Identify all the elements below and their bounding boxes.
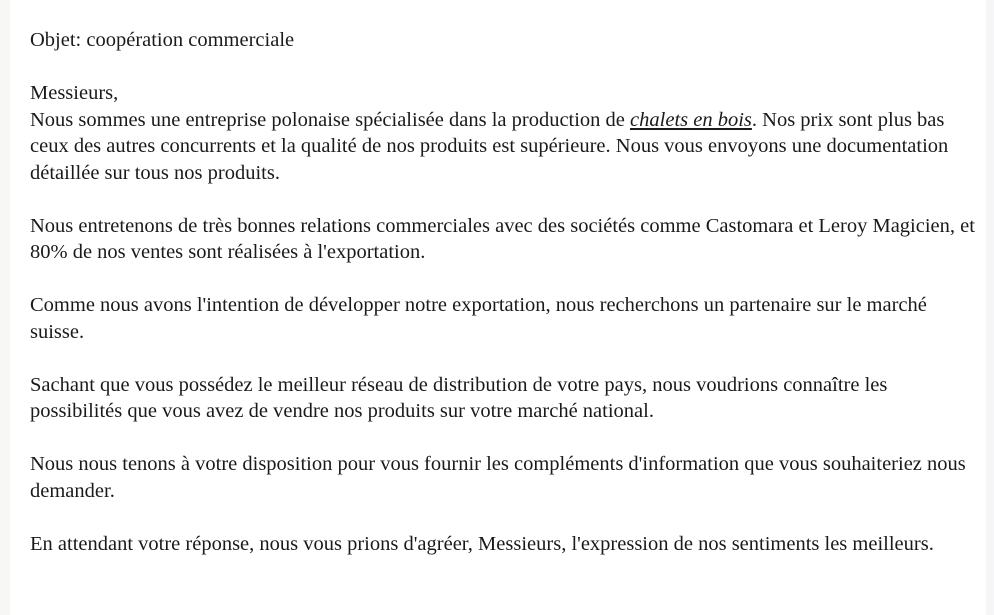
letter-body xyxy=(30,27,975,584)
intro-text-after: . Nos prix sont plus bas ceux des autres concurrents et la qualité de nos produits est supérieure. Nous vous envoyons une documentation détaillée sur tous nos produits. xyxy=(30,108,949,184)
letter-intro-paragraph xyxy=(30,107,975,187)
letter-paragraph-partner: Comme nous avons l'intention de développer notre exportation, nous recherchons un partenaire sur le marché suisse. xyxy=(30,294,927,343)
document-page xyxy=(10,0,986,615)
product-emphasis: chalets en bois xyxy=(630,108,752,131)
letter-paragraph-relations: Nous entretenons de très bonnes relations commerciales avec des sociétés comme Castomara et Leroy Magicien, et 80% de nos ventes sont réalisées à l'exportation. xyxy=(30,214,975,263)
letter-subject: Objet: coopération commerciale xyxy=(30,29,295,51)
letter-paragraph-distribution: Sachant que vous possédez le meilleur réseau de distribution de votre pays, nous voudrions connaître les possibilités que vous avez de vendre nos produits sur votre marché national. xyxy=(30,373,888,422)
letter-paragraph-information: Nous nous tenons à votre disposition pour vous fournir les compléments d'information que vous souhaiteriez nous demander. xyxy=(30,453,966,502)
letter-closing: En attendant votre réponse, nous vous prions d'agréer, Messieurs, l'expression de nos sentiments les meilleurs. xyxy=(30,532,934,555)
letter-salutation: Messieurs, xyxy=(30,82,119,104)
intro-text-before: Nous sommes une entreprise polonaise spécialisée dans la production de xyxy=(30,108,631,131)
page-edge xyxy=(986,0,994,615)
